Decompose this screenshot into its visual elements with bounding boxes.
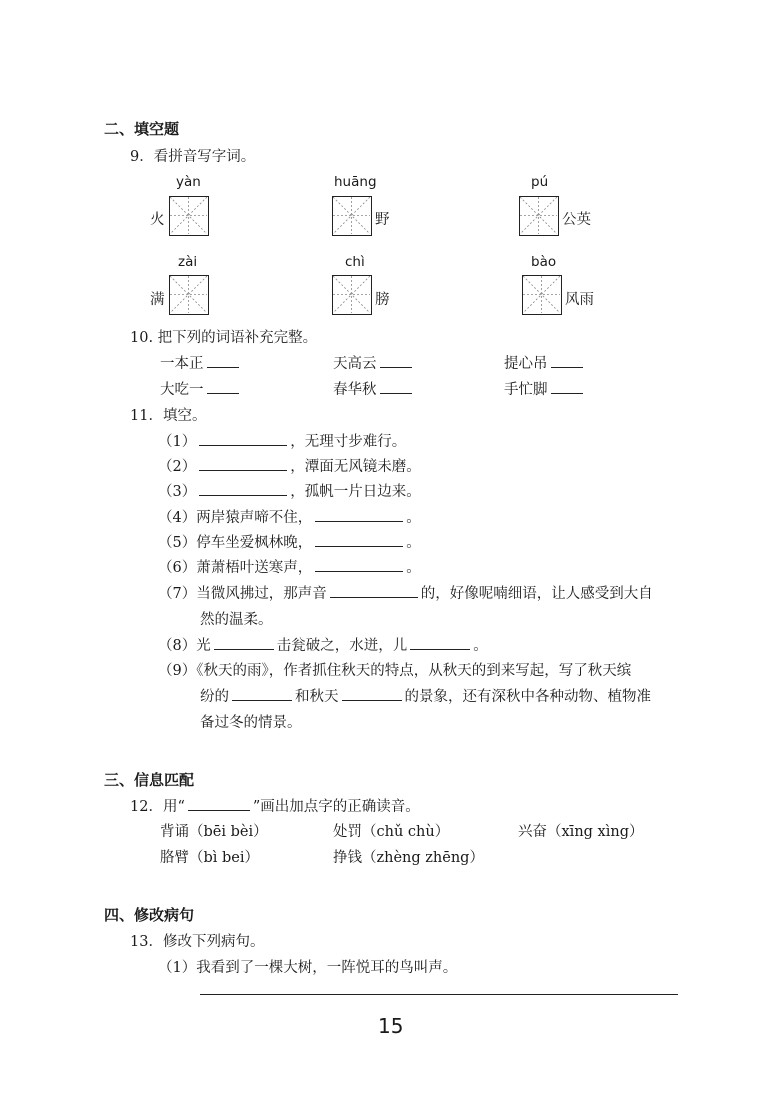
word-part: 风雨 — [565, 292, 594, 308]
question-13-prompt: 13．修改下列病句。 — [130, 934, 265, 950]
pronunciation-choice[interactable]: 挣钱（zhèng zhēng） — [333, 850, 484, 866]
answer-blank[interactable] — [380, 379, 412, 394]
answer-blank[interactable] — [207, 379, 239, 394]
word-part: 满 — [150, 292, 165, 308]
word-part: 公英 — [562, 212, 591, 228]
pinyin-label: huāng — [334, 174, 377, 190]
answer-blank[interactable] — [410, 635, 470, 650]
writing-grid-box[interactable] — [169, 196, 209, 236]
section-title-fill-blank: 二、填空题 — [104, 120, 180, 138]
pronunciation-choice[interactable]: 背诵（bēi bèi） — [160, 824, 268, 840]
question-12-prompt: 12．用“ ”画出加点字的正确读音。 — [130, 795, 420, 816]
answer-blank[interactable] — [199, 456, 287, 471]
idiom-item: 大吃一 — [160, 378, 242, 399]
word-part: 野 — [375, 212, 390, 228]
fill-item: （9）《秋天的雨》，作者抓住秋天的特点，从秋天的到来写起，写了秋天缤 — [158, 663, 632, 679]
answer-blank[interactable] — [199, 481, 287, 496]
answer-blank[interactable] — [315, 507, 403, 522]
idiom-item: 天高云 — [333, 352, 415, 373]
pinyin-label: pú — [531, 174, 549, 190]
answer-blank[interactable] — [315, 557, 403, 572]
fill-item: （2） ，潭面无风镜未磨。 — [158, 455, 421, 476]
word-part: 火 — [150, 212, 165, 228]
answer-blank[interactable] — [315, 532, 403, 547]
fill-item: （4）两岸猿声啼不住， 。 — [158, 506, 421, 527]
answer-blank[interactable] — [214, 635, 274, 650]
writing-grid-box[interactable] — [332, 196, 372, 236]
writing-grid-box[interactable] — [169, 275, 209, 315]
section-title-fix-sentences: 四、修改病句 — [104, 906, 195, 924]
faulty-sentence: （1）我看到了一棵大树，一阵悦耳的鸟叫声。 — [158, 960, 458, 976]
answer-blank[interactable] — [380, 353, 412, 368]
answer-line[interactable] — [200, 994, 678, 995]
writing-grid-box[interactable] — [522, 275, 562, 315]
page-number: 15 — [378, 1014, 404, 1038]
idiom-item: 春华秋 — [333, 378, 415, 399]
underline-sample — [188, 796, 250, 811]
answer-blank[interactable] — [232, 686, 292, 701]
fill-item: （8）光 击瓮破之，水迸，儿 。 — [158, 634, 488, 655]
answer-blank[interactable] — [551, 379, 583, 394]
pinyin-label: bào — [531, 254, 557, 270]
question-9-prompt: 9．看拼音写字词。 — [130, 149, 256, 165]
pronunciation-choice[interactable]: 兴奋（xīng xìng） — [518, 824, 644, 840]
idiom-item: 手忙脚 — [504, 378, 586, 399]
fill-item: （6）萧萧梧叶送寒声， 。 — [158, 556, 421, 577]
fill-item: （3） ，孤帆一片日边来。 — [158, 480, 421, 501]
fill-item: （7）当微风拂过，那声音 的，好像呢喃细语，让人感受到大自 — [158, 582, 653, 603]
answer-blank[interactable] — [551, 353, 583, 368]
answer-blank[interactable] — [330, 583, 418, 598]
idiom-item: 提心吊 — [504, 352, 586, 373]
pronunciation-choice[interactable]: 处罚（chǔ chù） — [333, 824, 450, 840]
idiom-item: 一本正 — [160, 352, 242, 373]
pronunciation-choice[interactable]: 胳臂（bì bei） — [160, 850, 260, 866]
fill-item: （5）停车坐爱枫林晚， 。 — [158, 531, 421, 552]
answer-blank[interactable] — [207, 353, 239, 368]
pinyin-label: yàn — [176, 174, 201, 190]
fill-item-continuation: 备过冬的情景。 — [200, 715, 302, 731]
word-part: 膀 — [375, 292, 390, 308]
question-11-prompt: 11．填空。 — [130, 408, 207, 424]
fill-item-continuation: 纷的 和秋天 的景象，还有深秋中各种动物、植物准 — [200, 685, 651, 706]
section-title-info-match: 三、信息匹配 — [104, 771, 195, 789]
writing-grid-box[interactable] — [519, 196, 559, 236]
writing-grid-box[interactable] — [332, 275, 372, 315]
pinyin-label: chì — [345, 254, 365, 270]
answer-blank[interactable] — [199, 431, 287, 446]
pinyin-label: zài — [178, 254, 198, 270]
fill-item-continuation: 然的温柔。 — [200, 612, 273, 628]
answer-blank[interactable] — [342, 686, 402, 701]
fill-item: （1） ，无理寸步难行。 — [158, 430, 406, 451]
question-10-prompt: 10. 把下列的词语补充完整。 — [130, 330, 318, 346]
